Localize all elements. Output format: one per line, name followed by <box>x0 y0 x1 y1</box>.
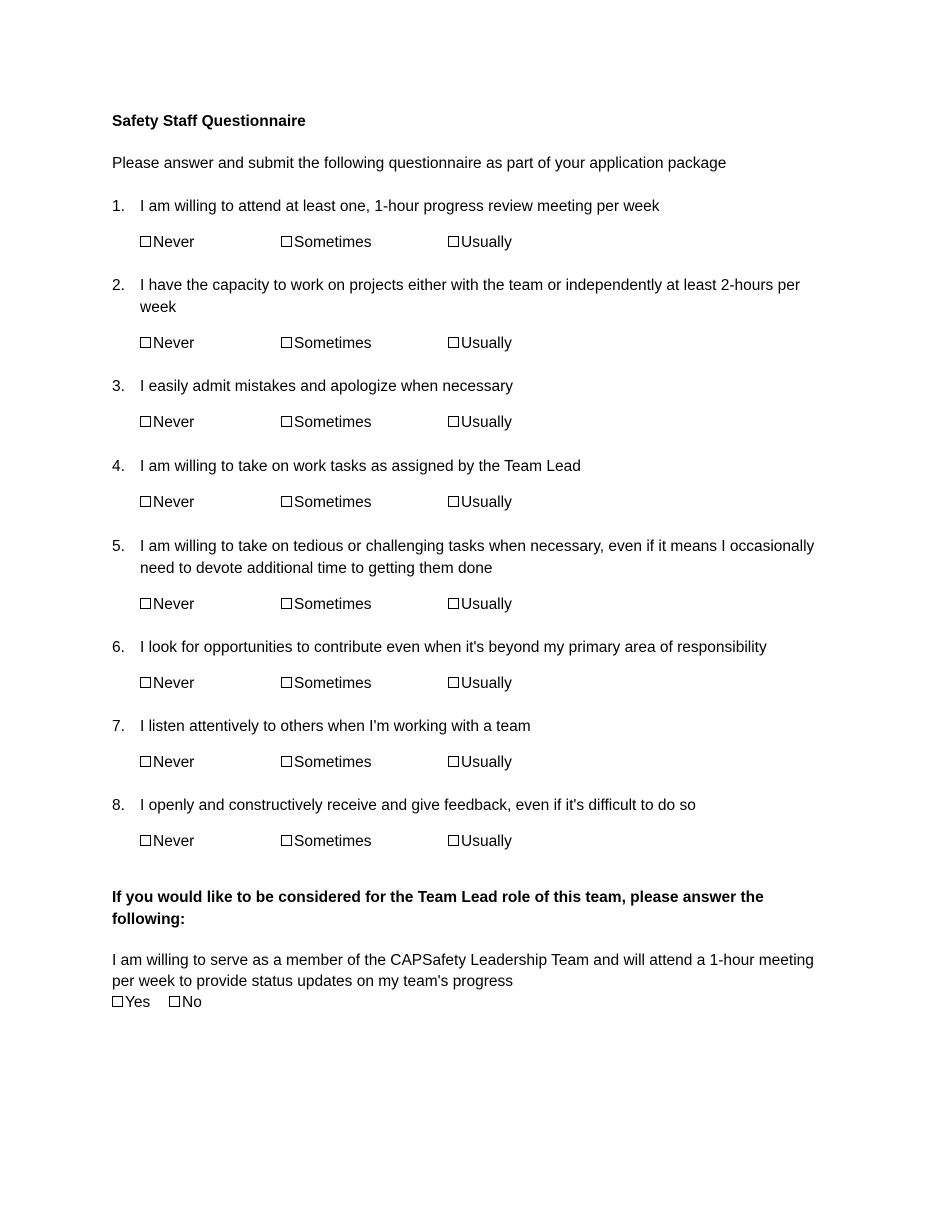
question-8 <box>112 795 832 817</box>
checkbox-icon[interactable] <box>140 598 151 609</box>
option-label: Sometimes <box>294 234 372 251</box>
checkbox-icon[interactable] <box>140 337 151 348</box>
checkbox-icon[interactable] <box>140 416 151 427</box>
option-never[interactable] <box>140 752 194 774</box>
option-label: Usually <box>461 833 512 850</box>
option-sometimes[interactable] <box>281 232 372 254</box>
options-q8 <box>112 831 832 853</box>
option-label: Never <box>153 754 195 771</box>
option-yes[interactable] <box>112 992 150 1014</box>
options-q2 <box>112 333 832 355</box>
option-usually[interactable] <box>448 752 512 774</box>
option-label: Never <box>153 494 195 511</box>
team-lead-yes-no <box>112 992 832 1014</box>
checkbox-icon[interactable] <box>448 598 459 609</box>
options-q3 <box>112 412 832 434</box>
option-never[interactable] <box>140 594 194 616</box>
options-q4 <box>112 492 832 514</box>
question-text: I am willing to take on work tasks as assigned by the Team Lead <box>140 458 581 475</box>
question-6 <box>112 637 832 659</box>
options-q6 <box>112 673 832 695</box>
question-3 <box>112 376 832 398</box>
option-label: Sometimes <box>294 494 372 511</box>
option-label: Never <box>153 675 195 692</box>
option-label: Never <box>153 414 195 431</box>
question-5 <box>112 536 832 580</box>
question-number: 1. <box>112 198 125 215</box>
question-number: 4. <box>112 458 125 475</box>
question-7 <box>112 716 832 738</box>
checkbox-icon[interactable] <box>281 598 292 609</box>
page-title: Safety Staff Questionnaire <box>112 113 306 130</box>
option-label: Yes <box>125 994 151 1011</box>
option-sometimes[interactable] <box>281 412 372 434</box>
option-usually[interactable] <box>448 831 512 853</box>
question-number: 5. <box>112 538 125 555</box>
question-number: 7. <box>112 718 125 735</box>
option-sometimes[interactable] <box>281 752 372 774</box>
option-sometimes[interactable] <box>281 492 372 514</box>
options-q7 <box>112 752 832 774</box>
question-text: I easily admit mistakes and apologize when necessary <box>140 378 514 395</box>
option-sometimes[interactable] <box>281 594 372 616</box>
option-label: Sometimes <box>294 335 372 352</box>
option-label: Sometimes <box>294 596 372 613</box>
team-lead-statement: I am willing to serve as a member of the CAPSafety Leadership Team and will attend a 1-hour meeting per week to provide status updates on my team's progress <box>112 952 814 990</box>
option-usually[interactable] <box>448 492 512 514</box>
option-usually[interactable] <box>448 673 512 695</box>
option-never[interactable] <box>140 492 194 514</box>
option-usually[interactable] <box>448 594 512 616</box>
checkbox-icon[interactable] <box>448 756 459 767</box>
option-label: Usually <box>461 494 512 511</box>
option-label: Sometimes <box>294 754 372 771</box>
checkbox-icon[interactable] <box>140 496 151 507</box>
option-label: Usually <box>461 335 512 352</box>
checkbox-icon[interactable] <box>448 236 459 247</box>
checkbox-icon[interactable] <box>448 337 459 348</box>
option-label: Never <box>153 833 195 850</box>
option-label: Usually <box>461 234 512 251</box>
questionnaire-page <box>112 111 832 1014</box>
options-q1 <box>112 232 832 254</box>
team-lead-heading: If you would like to be considered for the Team Lead role of this team, please answer the following: <box>112 889 764 928</box>
option-sometimes[interactable] <box>281 831 372 853</box>
checkbox-icon[interactable] <box>281 677 292 688</box>
checkbox-icon[interactable] <box>448 677 459 688</box>
options-q5 <box>112 594 832 616</box>
checkbox-icon[interactable] <box>281 835 292 846</box>
option-never[interactable] <box>140 333 194 355</box>
option-usually[interactable] <box>448 333 512 355</box>
option-label: Sometimes <box>294 833 372 850</box>
question-number: 8. <box>112 797 125 814</box>
option-never[interactable] <box>140 232 194 254</box>
option-label: Usually <box>461 754 512 771</box>
checkbox-icon[interactable] <box>140 835 151 846</box>
checkbox-icon[interactable] <box>448 835 459 846</box>
option-label: Usually <box>461 596 512 613</box>
option-sometimes[interactable] <box>281 673 372 695</box>
option-never[interactable] <box>140 412 194 434</box>
checkbox-icon[interactable] <box>281 416 292 427</box>
question-text: I look for opportunities to contribute even when it's beyond my primary area of responsibility <box>140 639 767 656</box>
checkbox-icon[interactable] <box>281 496 292 507</box>
option-label: Sometimes <box>294 675 372 692</box>
checkbox-icon[interactable] <box>112 996 123 1007</box>
option-never[interactable] <box>140 831 194 853</box>
question-number: 3. <box>112 378 125 395</box>
question-4 <box>112 456 832 478</box>
option-label: Never <box>153 596 195 613</box>
checkbox-icon[interactable] <box>140 236 151 247</box>
option-label: Never <box>153 335 195 352</box>
option-sometimes[interactable] <box>281 333 372 355</box>
question-text: I am willing to attend at least one, 1-hour progress review meeting per week <box>140 198 660 215</box>
option-usually[interactable] <box>448 412 512 434</box>
question-number: 2. <box>112 277 125 294</box>
checkbox-icon[interactable] <box>140 677 151 688</box>
question-number: 6. <box>112 639 125 656</box>
intro-text: Please answer and submit the following questionnaire as part of your application package <box>112 155 727 172</box>
option-no[interactable] <box>169 992 202 1014</box>
option-never[interactable] <box>140 673 194 695</box>
question-text: I listen attentively to others when I'm working with a team <box>140 718 531 735</box>
question-1 <box>112 196 832 218</box>
checkbox-icon[interactable] <box>448 496 459 507</box>
option-usually[interactable] <box>448 232 512 254</box>
option-label: Usually <box>461 675 512 692</box>
checkbox-icon[interactable] <box>169 996 180 1007</box>
checkbox-icon[interactable] <box>281 236 292 247</box>
checkbox-icon[interactable] <box>281 756 292 767</box>
checkbox-icon[interactable] <box>281 337 292 348</box>
checkbox-icon[interactable] <box>448 416 459 427</box>
option-label: No <box>182 994 202 1011</box>
question-2 <box>112 275 832 319</box>
option-label: Usually <box>461 414 512 431</box>
question-text: I am willing to take on tedious or challenging tasks when necessary, even if it means I occasionally need to devote additional time to getting them done <box>140 538 815 577</box>
option-label: Sometimes <box>294 414 372 431</box>
checkbox-icon[interactable] <box>140 756 151 767</box>
question-text: I openly and constructively receive and give feedback, even if it's difficult to do so <box>140 797 696 814</box>
option-label: Never <box>153 234 195 251</box>
question-text: I have the capacity to work on projects either with the team or independently at least 2-hours per week <box>140 277 800 316</box>
